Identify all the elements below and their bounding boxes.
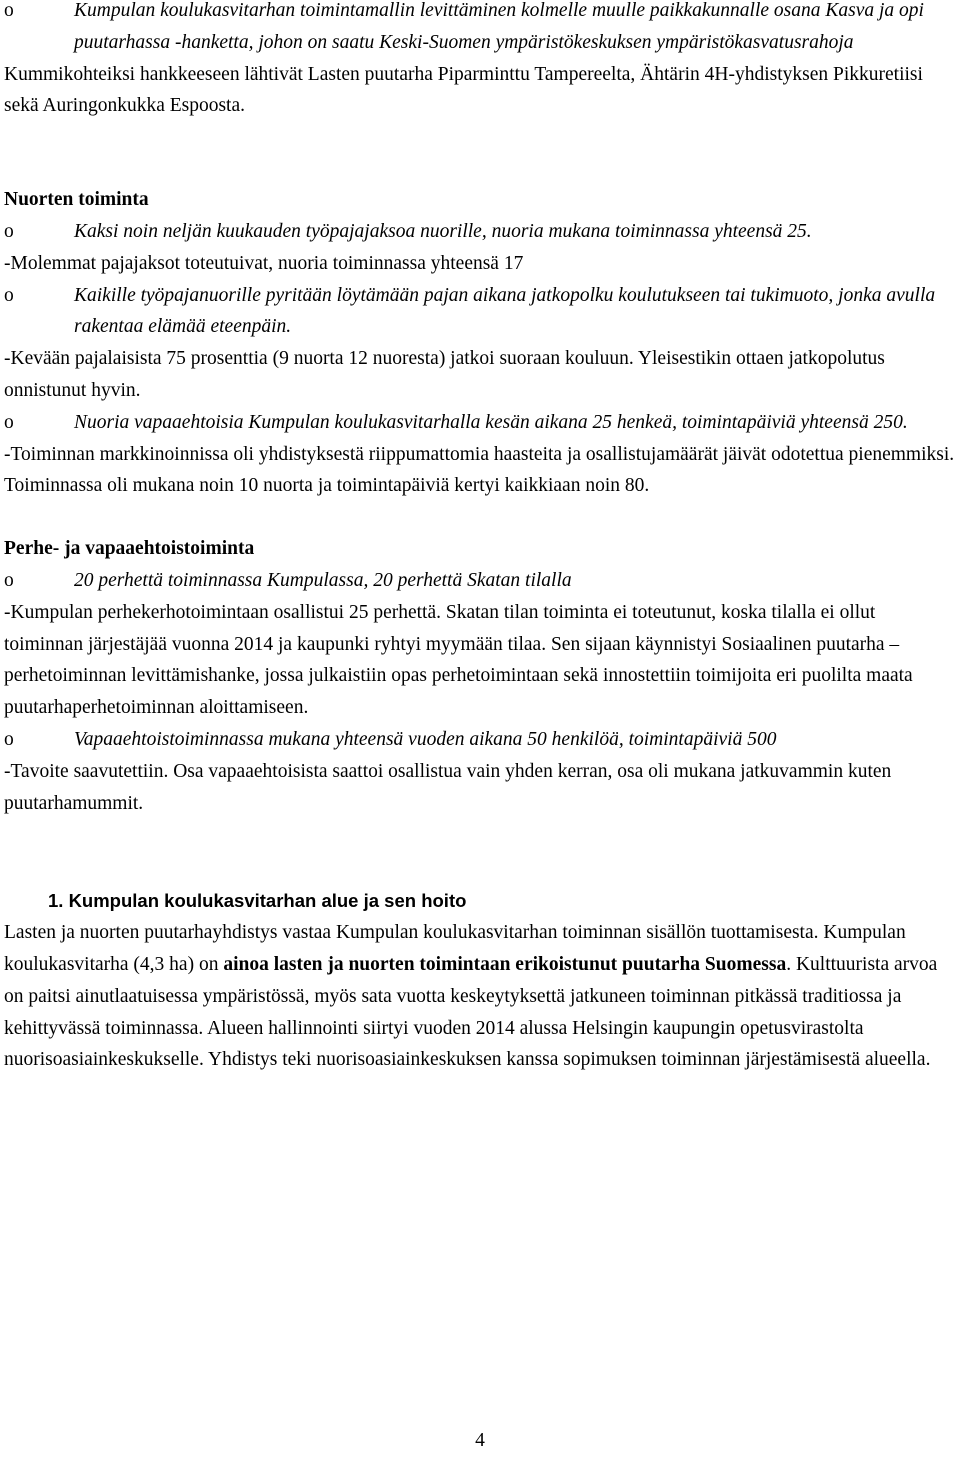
section-text-a: Lasten ja nuorten puutarhayhdistys vastaa Kumpulan koulukasvitarhan toiminnan sisällön tuottamisesta. Kumpulan koulukasvitarha (4,3 ha) on (4, 922, 906, 975)
bullet-marker: o (4, 569, 14, 591)
nuorten-bullet-3-text: Nuoria vapaaehtoisia Kumpulan koulukasvitarhalla kesän aikana 25 henkeä, toimintapäiviä yhteensä 250. (74, 411, 908, 433)
nuorten-bullet-1-text: Kaksi noin neljän kuukauden työpajajaksoa nuorille, nuoria mukana toiminnassa yhteensä 25. (74, 220, 812, 242)
section-text-bold: ainoa lasten ja nuorten toimintaan erikoistunut puutarha Suomessa (223, 953, 787, 975)
perhe-paragraph-1: -Kumpulan perhekerhotoimintaan osallistui 25 perhettä. Skatan tilan toiminta ei toteutunut, koska tilalla ei ollut toiminnan järjestäjää vuonna 2014 ja kaupunki ryhtyi myymään tilaa. Sen sijaan käynnistyi Sosiaalinen puutarha – perhetoiminnan levittämishanke, jossa julkaistiin opas perhetoimintaan sekä innostettiin toimijoita eri puolilta maata puutarhaperhetoiminnan aloittamiseen. (4, 601, 913, 719)
nuorten-bullet-1 (4, 216, 958, 248)
intro-paragraph-1: Kummikohteiksi hankkeeseen lähtivät Lasten puutarha Piparminttu Tampereelta, Ähtärin 4H-yhdistyksen Pikkuretiisi sekä Auringonkukka Espoosta. (4, 63, 923, 117)
spacer (4, 819, 958, 885)
perhe-heading: Perhe- ja vapaaehtoistoiminta (4, 538, 255, 560)
bullet-marker: o (4, 284, 14, 306)
nuorten-paragraph-2: -Kevään pajalaisista 75 prosenttia (9 nuorta 12 nuoresta) jatkoi suoraan kouluun. Yleisestikin ottaen jatkopolutus onnistunut hyvin. (4, 348, 885, 401)
nuorten-paragraph-3: -Toiminnan markkinoinnissa oli yhdistyksestä riippumattomia haasteita ja osallistujamäärät jäivät odotettua pienemmiksi. Toiminnassa oli mukana noin 10 nuorta ja toimintapäiviä kertyi kaikkiaan noin 80. (4, 443, 955, 497)
section-heading: 1. Kumpulan koulukasvitarhan alue ja sen hoito (48, 890, 467, 912)
nuorten-bullet-2 (4, 280, 958, 344)
bullet-marker: o (4, 220, 14, 242)
page-number: 4 (475, 1430, 485, 1451)
perhe-bullet-1-text: 20 perhettä toiminnassa Kumpulassa, 20 perhettä Skatan tilalla (74, 569, 572, 591)
bullet-marker: o (4, 728, 14, 750)
document-page (4, 0, 958, 1076)
section-paragraph (4, 917, 958, 1076)
perhe-bullet-2-text: Vapaaehtoistoiminnassa mukana yhteensä vuoden aikana 50 henkilöä, toimintapäiviä 500 (74, 728, 777, 750)
nuorten-bullet-3 (4, 407, 958, 439)
bullet-marker: o (4, 0, 14, 21)
spacer (4, 502, 958, 533)
nuorten-paragraph-1: -Molemmat pajajaksot toteutuivat, nuoria toiminnassa yhteensä 17 (4, 252, 524, 274)
perhe-paragraph-2: -Tavoite saavutettiin. Osa vapaaehtoisista saattoi osallistua vain yhden kerran, osa oli mukana jatkuvammin kuten puutarhamummit. (4, 760, 892, 814)
bullet-marker: o (4, 411, 14, 433)
section-text-b: . Kulttuurista arvoa on paitsi ainutlaatuisessa ympäristössä, myös sata vuotta keskeytyksettä jatkuneen toiminnan pitkässä traditiossa ja kehittyvässä toiminnassa. Alueen hallinnointi siirtyi vuoden 2014 alussa Helsingin kaupungin opetusvirastolta nuorisoasiainkeskukselle. Yhdistys teki nuorisoasiainkeskuksen kanssa sopimuksen toiminnan järjestämisestä alueella. (4, 953, 938, 1071)
spacer (4, 122, 958, 184)
intro-bullet-1 (4, 0, 958, 59)
perhe-bullet-2 (4, 724, 958, 756)
perhe-bullet-1 (4, 565, 958, 597)
intro-bullet-1-text: Kumpulan koulukasvitarhan toimintamallin levittäminen kolmelle muulle paikkakunnalle osana Kasva ja opi puutarhassa -hanketta, johon on saatu Keski-Suomen ympäristökeskuksen ympäristökasvatusrahoja (74, 0, 924, 53)
nuorten-bullet-2-text: Kaikille työpajanuorille pyritään löytämään pajan aikana jatkopolku koulutukseen tai tukimuoto, jonka avulla rakentaa elämää eteenpäin. (74, 284, 936, 338)
nuorten-heading: Nuorten toiminta (4, 189, 149, 211)
